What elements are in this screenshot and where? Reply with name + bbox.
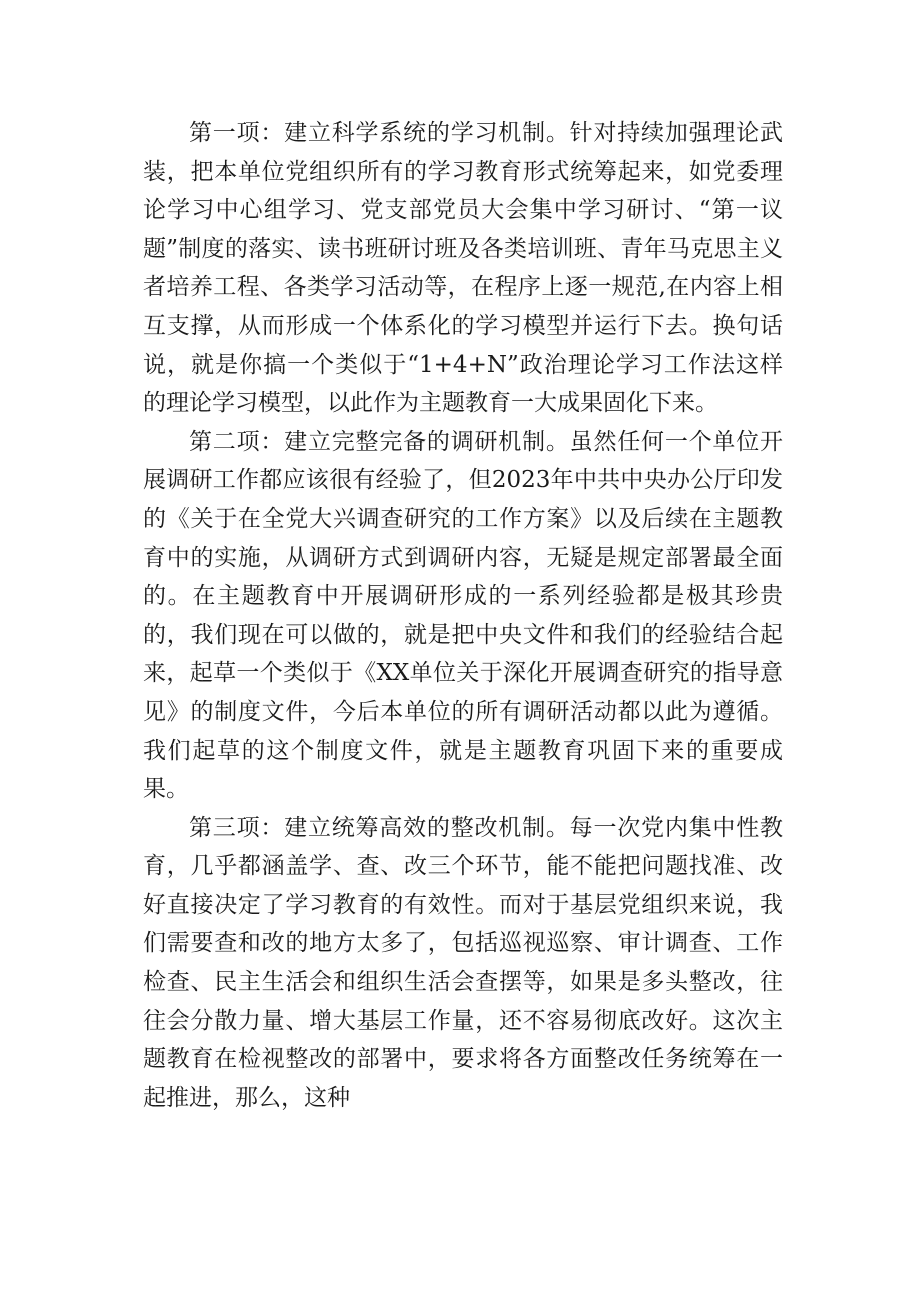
paragraph-rectification-mechanism: 第三项：建立统筹高效的整改机制。每一次党内集中性教育，几乎都涵盖学、查、改三个环节，能不能把问题找准、改好直接决定了学习教育的有效性。而对于基层党组织来说，我们需要查和改的地方太多了，包括巡视巡察、审计调查、工作检查、民主生活会和组织生活会查摆等，如果是多头整改，往往会分散力量、增大基层工作量，还不容易彻底改好。这次主题教育在检视整改的部署中，要求将各方面整改任务统筹在一起推进，那么，这种	[143, 814, 783, 1111]
paragraph-learning-mechanism: 第一项：建立科学系统的学习机制。针对持续加强理论武装，把本单位党组织所有的学习教育形式统筹起来，如党委理论学习中心组学习、党支部党员大会集中学习研讨、“第一议题”制度的落实、读书班研讨班及各类培训班、青年马克思主义者培养工程、各类学习活动等，在程序上逐一规范,在内容上相互支撑，从而形成一个体系化的学习模型并运行下去。换句话说，就是你搞一个类似于“1+4+N”政治理论学习工作法这样的理论学习模型，以此作为主题教育一大成果固化下来。	[143, 120, 783, 417]
paragraph-research-mechanism: 第二项：建立完整完备的调研机制。虽然任何一个单位开展调研工作都应该很有经验了，但2023年中共中央办公厅印发的《关于在全党大兴调查研究的工作方案》以及后续在主题教育中的实施，从调研方式到调研内容，无疑是规定部署最全面的。在主题教育中开展调研形成的一系列经验都是极其珍贵的，我们现在可以做的，就是把中央文件和我们的经验结合起来，起草一个类似于《XX单位关于深化开展调查研究的指导意见》的制度文件，今后本单位的所有调研活动都以此为遵循。我们起草的这个制度文件，就是主题教育巩固下来的重要成果。	[143, 428, 783, 803]
document-body	[143, 114, 783, 1117]
